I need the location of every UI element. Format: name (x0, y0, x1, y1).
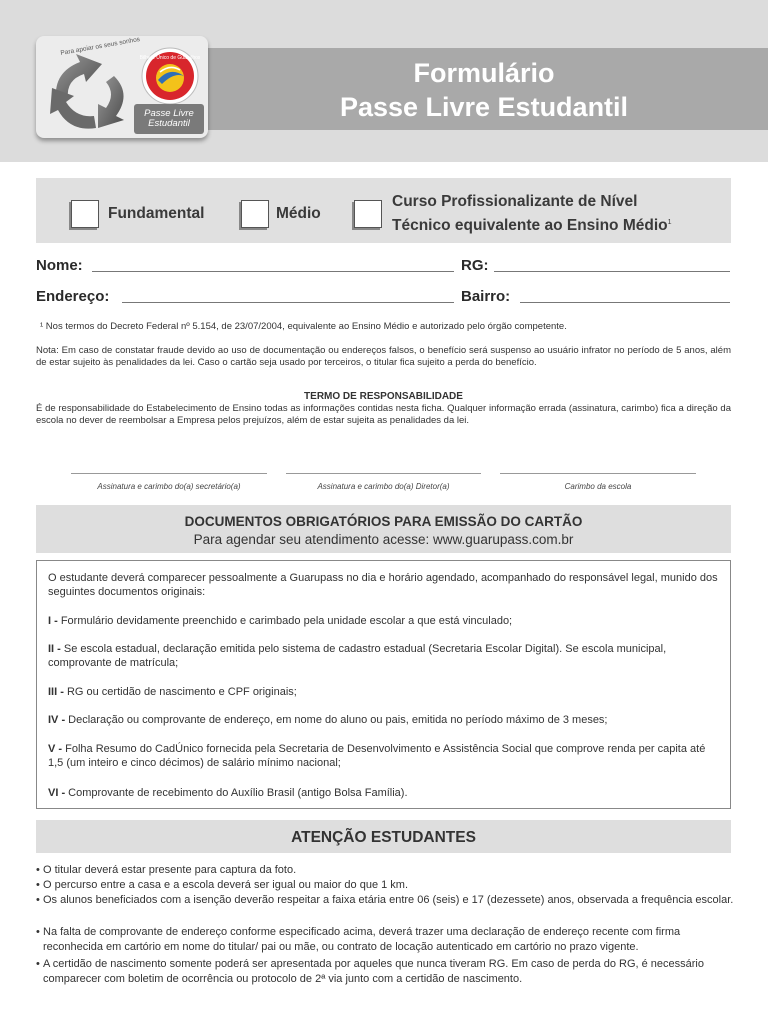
footnote: ¹ Nos termos do Decreto Federal nº 5.154, de 23/07/2004, equivalente ao Ensino Médio e autorizado pelo órgão competente. (40, 321, 567, 332)
page-title (200, 56, 768, 124)
checkbox-tecnico[interactable] (354, 200, 382, 228)
documentos-subtitle: Para agendar seu atendimento acesse: www.guarupass.com.br (193, 532, 574, 547)
documento-item: III - RG ou certidão de nascimento e CPF originais; (48, 686, 297, 698)
signature-line-diretor[interactable] (286, 473, 481, 474)
atencao-item: • Na falta de comprovante de endereço conforme especificado acima, deverá trazer uma declaração de endereço recente com firma reconhecida em cartório em nome do titular/ pai ou mãe, ou contrato de locação autenticado em cartório no prazo vigente. (36, 926, 681, 953)
signature-caption-secretario: Assinatura e carimbo do(a) secretário(a) (97, 482, 241, 491)
label-tecnico (392, 191, 672, 236)
atencao-item: • O percurso entre a casa e a escola deverá ser igual ou maior do que 1 km. (36, 879, 409, 891)
atencao-item: • O titular deverá estar presente para captura da foto. (36, 864, 297, 876)
documentos-intro: O estudante deverá comparecer pessoalmente a Guarupass no dia e horário agendado, acompanhado do responsável legal, munido dos seguintes documentos originais: (48, 572, 718, 598)
logo-tag (134, 104, 204, 134)
bilhete-unico-badge-icon (140, 46, 200, 106)
atencao-item: • A certidão de nascimento somente poderá ser apresentada por aqueles que nunca tiveram RG. Em caso de perda do RG, é necessário comparecer com boletim de ocorrência ou protocolo de 2ª via junto com a certidão de nascimento. (36, 958, 704, 985)
checkbox-medio[interactable] (241, 200, 269, 228)
nota: Nota: Em caso de constatar fraude devido ao uso de documentação ou endereços falsos, o benefício será suspenso ao usuário infrator no período de 5 anos, além de estar sujeito às penalidades da lei. Caso o cartão seja usado por terceiros, o titular fica sujeito a perda do benefício. (36, 345, 731, 368)
nome-label: Nome: (36, 257, 83, 274)
label-tecnico-line-2: Técnico equivalente ao Ensino Médio$^1$ (392, 217, 672, 235)
label-medio: Médio (276, 205, 321, 222)
logo-arc-text: Para apoiar os seus sonhos (60, 36, 141, 57)
footnote-marker: 1 (667, 219, 672, 226)
bairro-field[interactable] (520, 302, 730, 303)
documento-item: I - Formulário devidamente preenchido e carimbado pela unidade escolar a que está vinculado; (48, 615, 513, 627)
atencao-title: ATENÇÃO ESTUDANTES (291, 829, 476, 846)
documento-item: VI - Comprovante de recebimento do Auxílio Brasil (antigo Bolsa Família). (48, 787, 408, 799)
documento-item: V - Folha Resumo do CadÚnico fornecida pela Secretaria de Desenvolvimento e Assistência Social que comprove renda per capita até 1,5 (um inteiro e cinco décimos) de salário mínimo nacional; (48, 743, 706, 769)
documentos-title: DOCUMENTOS OBRIGATÓRIOS PARA EMISSÃO DO CARTÃO (184, 514, 583, 529)
documento-item: IV - Declaração ou comprovante de endereço, em nome do aluno ou pais, emitida no período máximo de 3 meses; (48, 714, 608, 726)
documento-item: II - Se escola estadual, declaração emitida pelo sistema de cadastro estadual (Secretaria Escolar Digital). Se escola municipal, comprovante de matrícula; (48, 643, 667, 669)
bullet: • (36, 879, 40, 891)
rg-field[interactable] (494, 271, 730, 272)
signature-line-carimbo[interactable] (500, 473, 696, 474)
termo-text: É de responsabilidade do Estabelecimento de Ensino todas as informações contidas nesta ficha. Qualquer informação errada (assinatura, carimbo) fica a direção da escola no dever de reembolsar a Empresa pelos prejuízos, além de estar sujeita as penalidades da lei. (36, 403, 731, 426)
atencao-item: • Os alunos beneficiados com a isenção deverão respeitar a faixa etária entre 06 (seis) e 17 (dezessete) anos, observada a frequência escolar. (36, 894, 734, 906)
bullet: • (36, 864, 40, 876)
title-line-1: Formulário (413, 58, 555, 88)
bairro-label: Bairro: (461, 288, 511, 305)
signature-caption-diretor: Assinatura e carimbo do(a) Diretor(a) (317, 482, 450, 491)
signature-line-secretario[interactable] (71, 473, 267, 474)
label-fundamental: Fundamental (108, 205, 205, 222)
rg-label: RG: (461, 257, 489, 274)
nome-field[interactable] (92, 271, 454, 272)
logo-tag-line-2: Estudantil (148, 118, 190, 129)
bullet: • (36, 894, 40, 906)
bullet: • (36, 926, 40, 938)
endereco-field[interactable] (122, 302, 454, 303)
logo-tag-line-1: Passe Livre (144, 108, 194, 119)
title-line-2: Passe Livre Estudantil (339, 92, 629, 122)
logo (36, 36, 208, 138)
endereco-label: Endereço: (36, 288, 110, 305)
label-tecnico-line-1: Curso Profissionalizante de Nível (392, 193, 638, 210)
bullet: • (36, 958, 40, 970)
termo-title: TERMO DE RESPONSABILIDADE (304, 391, 463, 402)
signature-caption-carimbo: Carimbo da escola (564, 482, 632, 491)
badge-text: Bilhete Único de Guarulhos (140, 55, 200, 61)
checkbox-fundamental[interactable] (71, 200, 99, 228)
